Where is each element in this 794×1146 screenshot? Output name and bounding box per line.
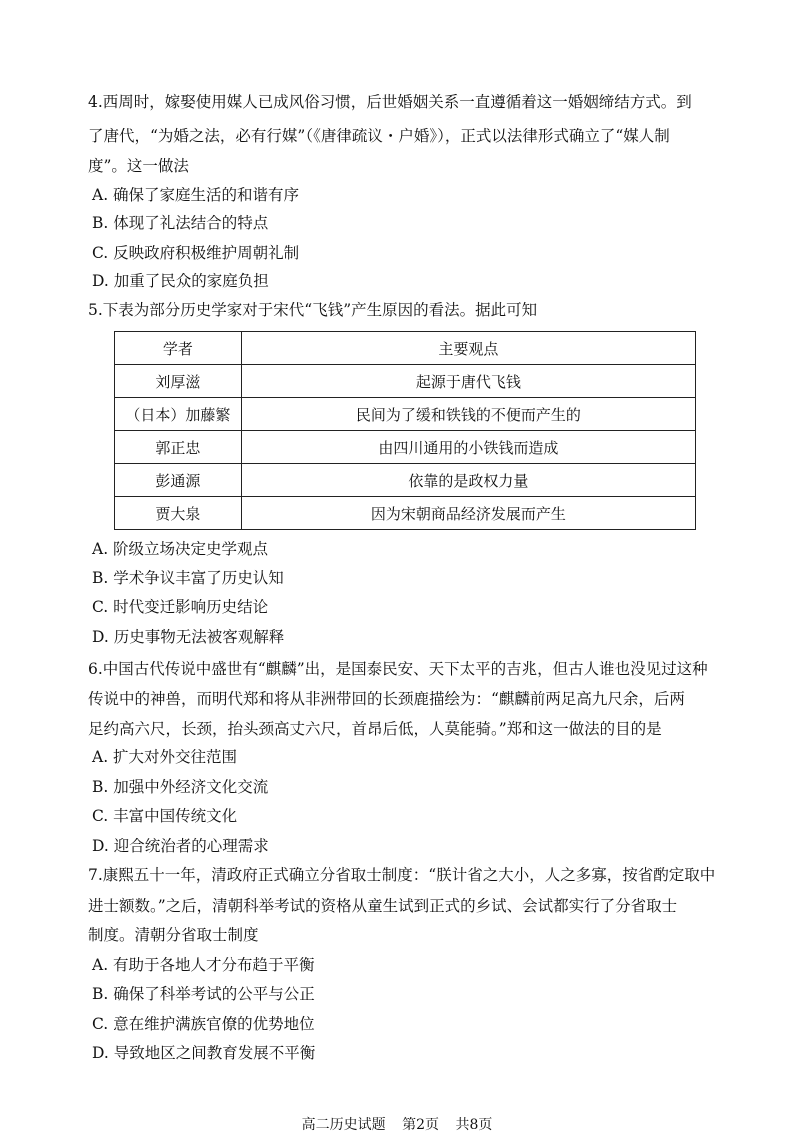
question-7-stem-line-3: 制度。清朝分省取士制度 bbox=[88, 926, 259, 944]
table-cell-view: 由四川通用的小铁钱而造成 bbox=[241, 431, 695, 464]
table-row bbox=[115, 464, 696, 497]
question-4-stem-line-1: 4.西周时，嫁娶使用媒人已成风俗习惯，后世婚姻关系一直遵循着这一婚姻缔结方式。到 bbox=[88, 93, 692, 111]
historians-views-table bbox=[114, 331, 696, 530]
question-6-stem-line-1: 6.中国古代传说中盛世有“麒麟”出，是国泰民安、天下太平的吉兆，但古人谁也没见过这种 bbox=[88, 660, 708, 678]
question-6-option-c: C. 丰富中国传统文化 bbox=[92, 807, 238, 825]
question-7-option-b: B. 确保了科举考试的公平与公正 bbox=[92, 985, 315, 1003]
footer-page-number: 第2页 bbox=[402, 1117, 439, 1133]
table-row bbox=[115, 365, 696, 398]
table-header-view: 主要观点 bbox=[241, 332, 695, 365]
question-7-option-a: A. 有助于各地人才分布趋于平衡 bbox=[92, 956, 315, 974]
question-6-option-d: D. 迎合统治者的心理需求 bbox=[92, 837, 269, 855]
table-row bbox=[115, 431, 696, 464]
table-row bbox=[115, 497, 696, 530]
question-5-option-c: C. 时代变迁影响历史结论 bbox=[92, 598, 269, 616]
question-4-option-c: C. 反映政府积极维护周朝礼制 bbox=[92, 244, 300, 262]
question-6-stem-line-2: 传说中的神兽，而明代郑和将从非洲带回的长颈鹿描绘为：“麒麟前两足高九尺余，后两 bbox=[88, 690, 685, 708]
question-4-stem-line-3: 度”。这一做法 bbox=[88, 157, 189, 175]
question-7-stem-line-2: 进士额数。”之后，清朝科举考试的资格从童生试到正式的乡试、会试都实行了分省取士 bbox=[88, 897, 678, 915]
question-5-option-d: D. 历史事物无法被客观解释 bbox=[92, 628, 285, 646]
question-7-option-d: D. 导致地区之间教育发展不平衡 bbox=[92, 1044, 316, 1062]
question-5-stem-line-1: 5.下表为部分历史学家对于宋代“飞钱”产生原因的看法。据此可知 bbox=[88, 301, 538, 319]
question-7-option-c: C. 意在维护满族官僚的优势地位 bbox=[92, 1015, 315, 1033]
question-4-option-d: D. 加重了民众的家庭负担 bbox=[92, 272, 269, 290]
question-4-option-b: B. 体现了礼法结合的特点 bbox=[92, 214, 269, 232]
footer-total-pages: 共8页 bbox=[455, 1117, 493, 1133]
table-cell-view: 民间为了缓和铁钱的不便而产生的 bbox=[241, 398, 695, 431]
question-5-option-b: B. 学术争议丰富了历史认知 bbox=[92, 569, 284, 587]
table-cell-scholar: 刘厚滋 bbox=[115, 365, 242, 398]
question-4-option-a: A. 确保了家庭生活的和谐有序 bbox=[92, 186, 300, 204]
table-header-row bbox=[115, 332, 696, 365]
table-cell-view: 起源于唐代飞钱 bbox=[241, 365, 695, 398]
table-cell-scholar: 贾大泉 bbox=[115, 497, 242, 530]
table-row bbox=[115, 398, 696, 431]
question-7-stem-line-1: 7.康熙五十一年，清政府正式确立分省取士制度：“朕计省之大小，人之多寡，按省酌定取中 bbox=[88, 866, 716, 884]
question-6-stem-line-3: 足约高六尺，长颈，抬头颈高丈六尺，首昂后低，人莫能骑。”郑和这一做法的目的是 bbox=[88, 720, 662, 738]
table-cell-scholar: 彭通源 bbox=[115, 464, 242, 497]
question-6-option-b: B. 加强中外经济文化交流 bbox=[92, 778, 269, 796]
table-cell-view: 依靠的是政权力量 bbox=[241, 464, 695, 497]
question-5-option-a: A. 阶级立场决定史学观点 bbox=[92, 540, 269, 558]
table-cell-scholar: 郭正忠 bbox=[115, 431, 242, 464]
question-6-option-a: A. 扩大对外交往范围 bbox=[92, 748, 238, 766]
page-footer bbox=[0, 1114, 794, 1134]
question-4-stem-line-2: 了唐代，“为婚之法，必有行媒”（《唐律疏议・户婚》），正式以法律形式确立了“媒人制 bbox=[88, 127, 670, 145]
footer-title: 高二历史试题 bbox=[301, 1117, 386, 1133]
table-cell-scholar: （日本）加藤繁 bbox=[115, 398, 242, 431]
table-cell-view: 因为宋朝商品经济发展而产生 bbox=[241, 497, 695, 530]
table-header-scholar: 学者 bbox=[115, 332, 242, 365]
